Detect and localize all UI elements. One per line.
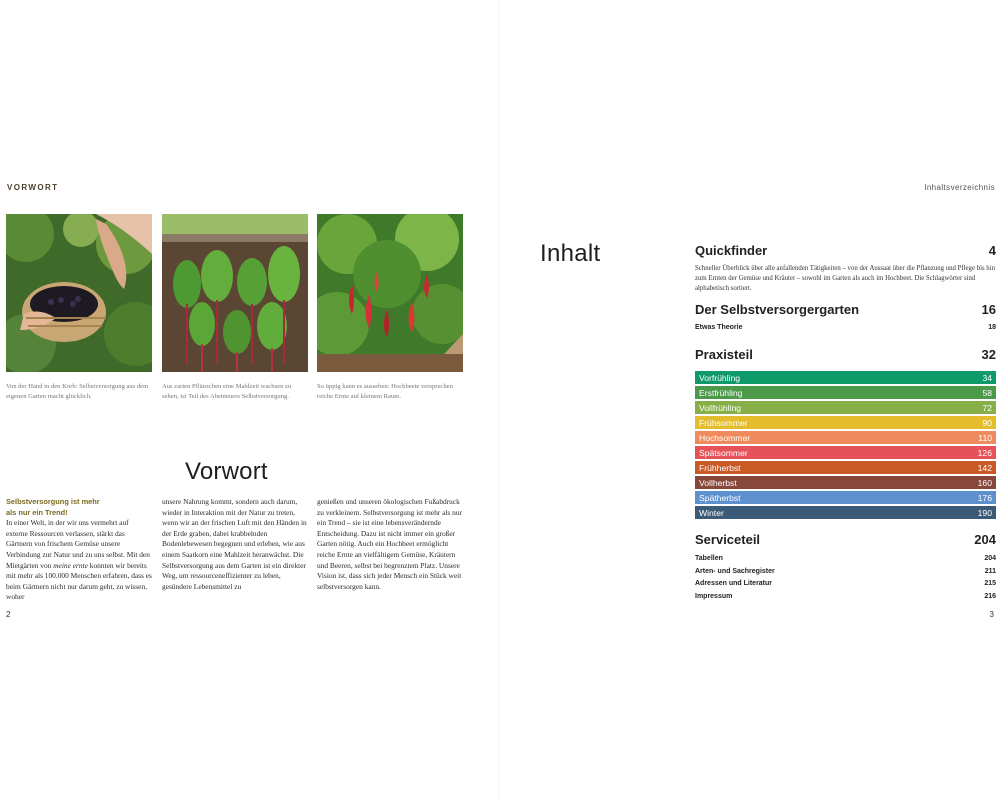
season-label: Vollherbst — [699, 477, 737, 488]
toc-section-page: 16 — [981, 302, 996, 317]
season-bar-fruehherbst[interactable] — [695, 461, 996, 474]
toc-entry-page: 204 — [984, 555, 996, 562]
toc-section-label: Serviceteil — [695, 532, 761, 547]
season-page: 176 — [977, 492, 992, 503]
photo-raised-bed-peppers — [317, 214, 463, 372]
toc-section-label: Praxisteil — [695, 347, 753, 362]
toc-entry-etwas-theorie[interactable] — [695, 324, 996, 331]
page-title-inhalt: Inhalt — [540, 240, 601, 267]
toc-section-page: 32 — [981, 347, 996, 362]
page-number-left: 2 — [6, 610, 11, 619]
season-bar-spaetsommer[interactable] — [695, 446, 996, 459]
toc-entry-page: 211 — [984, 568, 996, 575]
season-bar-vorfruehling[interactable] — [695, 371, 996, 384]
toc-entry-impressum[interactable] — [695, 593, 996, 600]
column-1-text-a: In einer Welt, in der wir uns vermehrt auf externe Ressourcen verlassen, stärkt das Gärtnern von frischem Gemüse unsere Verbindung zur Natur und zu uns selbst. Mit den Mietgärten von — [6, 518, 150, 570]
season-page: 142 — [977, 462, 992, 473]
season-label: Frühherbst — [699, 462, 741, 473]
season-bar-fruehsommer[interactable] — [695, 416, 996, 429]
text-column-1 — [6, 497, 152, 603]
season-label: Winter — [699, 507, 724, 518]
toc-entry-page: 18 — [988, 324, 996, 331]
page-title-vorwort: Vorwort — [185, 458, 268, 485]
season-page: 126 — [977, 447, 992, 458]
season-bar-erstfruehling[interactable] — [695, 386, 996, 399]
text-column-2: unsere Nahrung kommt, sondern auch darum, wieder in Interaktion mit der Natur zu treten, wenn wir an der frischen Luft mit den Händen in der Erde graben, dabei krabbelnden Bodenlebewesen begegnen und erleben, wie aus einem Saatkorn eine Mahlzeit heranwächst. Die Selbstversorgung aus dem Garten ist ein direkter Weg, um ressourceneffizienter zu leben, gesündere Lebensmittel zu — [162, 497, 307, 591]
toc-section-page: 204 — [974, 532, 996, 547]
season-label: Erstfrühling — [699, 387, 743, 398]
toc-entry-label: Adressen und Literatur — [695, 580, 773, 587]
caption-photo-2: Aus zarten Pflänzchen eine Mahlzeit wachsen zu sehen, ist Teil des Abenteuers Selbstversorgung. — [162, 383, 292, 400]
season-bar-hochsommer[interactable] — [695, 431, 996, 444]
toc-section-selbstversorgergarten[interactable] — [695, 302, 996, 317]
season-label: Spätherbst — [699, 492, 741, 503]
photo-seedlings — [162, 214, 308, 372]
season-page: 34 — [982, 372, 992, 383]
page-number-right: 3 — [989, 610, 994, 619]
toc-section-page: 4 — [988, 243, 996, 258]
caption-photo-3: So üppig kann es aussehen: Hochbeete versprechen reiche Ernte auf kleinem Raum. — [317, 383, 453, 400]
caption-photo-1: Von der Hand in den Korb: Selbstversorgung aus dem eigenen Garten macht glücklich. — [6, 383, 149, 400]
toc-entry-label: Etwas Theorie — [695, 324, 743, 331]
toc-section-label: Quickfinder — [695, 243, 768, 258]
season-label: Vorfrühling — [699, 372, 741, 383]
toc-quickfinder-description: Schneller Überblick über alle anfallenden Tätigkeiten – von der Aussaat über die Pflanzung und Pflege bis hin zum Ernten der Gemüse und Kräuter – sowohl im Garten als auch im Hochbeet. Die Schlagwörter sind alphabetisch sortiert. — [695, 265, 995, 292]
toc-entry-label: Arten- und Sachregister — [695, 568, 775, 575]
toc-section-label: Der Selbstversorgergarten — [695, 302, 860, 317]
photo-berry-harvest — [6, 214, 152, 372]
column-1-text-b: konnten wir bereits mit mehr als 100.000 Menschen erfahren, dass es beim Gärtnern nicht nur darum geht, zu wissen, woher — [6, 560, 152, 602]
toc-section-serviceteil[interactable] — [695, 532, 996, 547]
toc-entry-label: Tabellen — [695, 555, 723, 562]
column-1-text-emphasis: meine ernte — [53, 560, 88, 570]
season-page: 110 — [978, 432, 992, 443]
season-label: Hochsommer — [699, 432, 751, 443]
toc-section-quickfinder[interactable] — [695, 243, 996, 258]
column-subheading-1: Selbstversorgung ist mehr — [6, 497, 100, 506]
toc-section-praxisteil[interactable] — [695, 347, 996, 362]
season-page: 190 — [977, 507, 992, 518]
running-head-inhaltsverzeichnis: Inhaltsverzeichnis — [924, 183, 995, 192]
toc-entry-adressen[interactable] — [695, 580, 996, 587]
column-subheading-2: als nur ein Trend! — [6, 507, 68, 517]
toc-entry-page: 216 — [984, 593, 996, 600]
toc-entry-page: 215 — [984, 580, 996, 587]
season-label: Spätsommer — [699, 447, 748, 458]
season-bar-vollfruehling[interactable] — [695, 401, 996, 414]
text-column-3: genießen und unseren ökologischen Fußabdruck zu verkleinern. Selbstversorgung ist mehr als nur ein Trend – sie ist eine lebensverändernde Entscheidung. Dazu ist nicht immer ein großer Garten nötig. Auch ein Hochbeet ermöglicht reiche Ernte an vielfältigem Gemüse, Kräutern und Beeren, selbst bei begrenztem Platz. Unsere Vision ist, dass sich jeder Mensch ein Stück weit selbstversorgen kann. — [317, 497, 462, 591]
season-page: 72 — [982, 402, 992, 413]
season-bar-spaetherbst[interactable] — [695, 491, 996, 504]
season-page: 160 — [977, 477, 992, 488]
running-head-vorwort: VORWORT — [7, 183, 59, 192]
toc-entry-register[interactable] — [695, 568, 996, 575]
season-page: 90 — [982, 417, 992, 428]
toc-entry-tabellen[interactable] — [695, 555, 996, 562]
table-of-contents — [695, 0, 996, 800]
season-label: Frühsommer — [699, 417, 748, 428]
season-bar-vollherbst[interactable] — [695, 476, 996, 489]
toc-entry-label: Impressum — [695, 593, 733, 600]
season-page: 58 — [982, 387, 992, 398]
season-bar-winter[interactable] — [695, 506, 996, 519]
season-label: Vollfrühling — [699, 402, 742, 413]
